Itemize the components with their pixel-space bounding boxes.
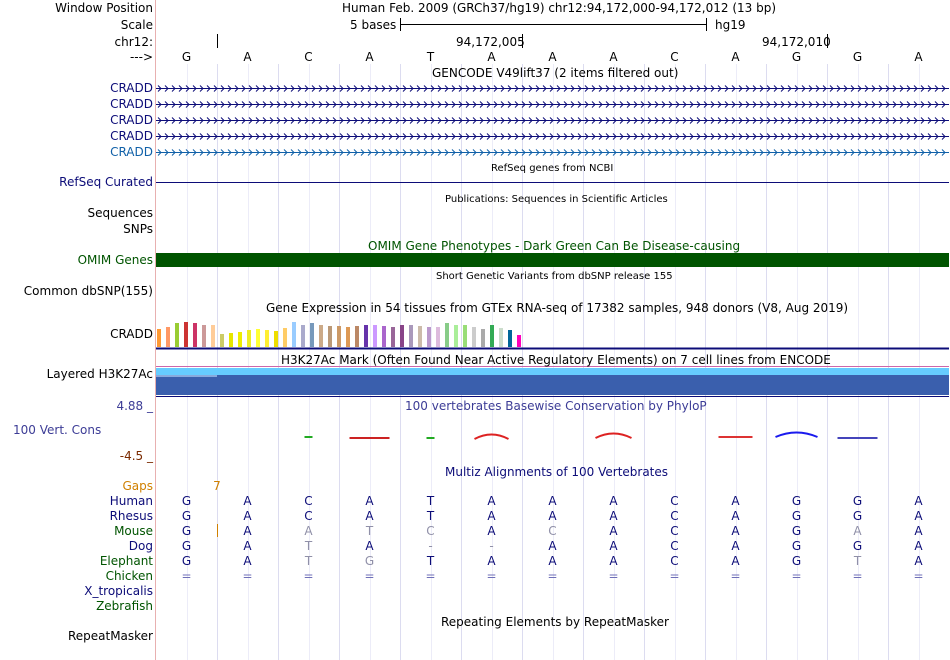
phylop-min: -4.5 _ (119, 449, 153, 463)
gencode-title: GENCODE V49lift37 (2 items filtered out) (432, 66, 679, 80)
base-letter: G (181, 50, 192, 64)
alignment-base: A (243, 524, 252, 538)
alignment-base: A (914, 539, 923, 553)
gtex-tissue-bar (337, 326, 341, 347)
alignment-base: C (426, 524, 435, 538)
gtex-tissue-bar (229, 333, 233, 347)
omim-title: OMIM Gene Phenotypes - Dark Green Can Be Disease-causing (368, 239, 741, 253)
gtex-tissue-bar (436, 327, 440, 347)
alignment-base: A (731, 554, 740, 568)
alignment-base: = (730, 569, 741, 583)
alignment-base: C (548, 524, 557, 538)
gtex-tissue-bar (490, 325, 494, 347)
scale-label: Scale (120, 18, 153, 32)
gtex-tissue-bar (256, 329, 260, 347)
phylop-score-glyph (596, 434, 632, 439)
dbsnp-label[interactable]: Common dbSNP(155) (23, 284, 153, 298)
alignment-base: A (609, 554, 618, 568)
alignment-base: A (548, 539, 557, 553)
alignment-base: T (304, 539, 313, 553)
alignment-base: = (242, 569, 253, 583)
gtex-tissue-bar (157, 329, 161, 347)
alignment-base: A (914, 509, 923, 523)
multiz-title: Multiz Alignments of 100 Vertebrates (445, 465, 669, 479)
alignment-base: G (791, 524, 802, 538)
h3k27ac-signal-dark (156, 375, 949, 395)
gencode-item-label[interactable]: CRADD (110, 129, 153, 143)
alignment-base: A (487, 554, 496, 568)
alignment-base: T (426, 509, 435, 523)
h3k27ac-title: H3K27Ac Mark (Often Found Near Active Regulatory Elements) on 7 cell lines from ENCODE (281, 353, 831, 367)
alignment-base: - (489, 539, 494, 553)
gtex-tissue-bar (427, 327, 431, 347)
refseq-label[interactable]: RefSeq Curated (59, 175, 153, 189)
gtex-tissue-bar (319, 325, 323, 347)
alignment-base: = (303, 569, 314, 583)
alignment-base: G (791, 539, 802, 553)
alignment-base: A (914, 554, 923, 568)
gtex-tissue-bar (238, 332, 242, 347)
alignment-base: A (365, 539, 374, 553)
alignment-base: T (304, 554, 313, 568)
gtex-tissue-bar (418, 326, 422, 347)
gtex-tissue-bar (175, 323, 179, 347)
alignment-base: A (487, 509, 496, 523)
gtex-tissue-bar (517, 335, 521, 347)
alignment-base: G (181, 494, 192, 508)
scale-value: 5 bases (350, 18, 397, 32)
alignment-base: G (791, 509, 802, 523)
gtex-tissue-bar (211, 325, 215, 347)
gaps-value: 7 (213, 479, 221, 493)
alignment-base: C (304, 509, 313, 523)
window-position-label: Window Position (55, 1, 153, 15)
gtex-tissue-bar (454, 325, 458, 347)
strand-label: ---> (129, 50, 153, 64)
gtex-tissue-bar (382, 326, 386, 347)
gtex-tissue-bar (481, 329, 485, 347)
gencode-item-label[interactable]: CRADD (110, 113, 153, 127)
alignment-base: = (181, 569, 192, 583)
gtex-tissue-bar (301, 325, 305, 347)
publications-title: Publications: Sequences in Scientific Articles (445, 194, 668, 205)
gencode-item-label[interactable]: CRADD (110, 145, 153, 159)
alignment-base: A (365, 494, 374, 508)
alignment-base: A (243, 494, 252, 508)
base-letter: G (852, 50, 863, 64)
alignment-base: = (547, 569, 558, 583)
alignment-base: - (428, 539, 433, 553)
alignment-base: = (608, 569, 619, 583)
h3k27ac-signal-highlight (156, 375, 217, 377)
alignment-base: C (304, 494, 313, 508)
alignment-base: = (913, 569, 924, 583)
gtex-tissue-bar (166, 327, 170, 347)
gtex-tissue-bar (292, 322, 296, 347)
h3k27ac-label[interactable]: Layered H3K27Ac (46, 367, 153, 381)
gtex-tissue-bar (274, 331, 278, 347)
base-letter: A (365, 50, 374, 64)
gtex-tissue-bar (265, 330, 269, 347)
base-letter: A (914, 50, 923, 64)
alignment-base: A (609, 524, 618, 538)
alignment-base: A (243, 539, 252, 553)
alignment-base: A (609, 494, 618, 508)
gtex-tissue-bar (373, 325, 377, 347)
phylop-label[interactable]: 100 Vert. Cons (13, 423, 102, 437)
alignment-base: T (426, 494, 435, 508)
alignment-base: G (852, 494, 863, 508)
alignment-base: C (670, 554, 679, 568)
gtex-tissue-bar (328, 326, 332, 347)
sequences-label[interactable]: Sequences (87, 206, 153, 220)
species-label[interactable]: X_tropicalis (84, 584, 153, 598)
gtex-tissue-bar (184, 322, 188, 347)
gtex-tissue-bar (499, 328, 503, 347)
alignment-base: C (670, 539, 679, 553)
species-label[interactable]: Human (109, 494, 153, 508)
gtex-tissue-bar (346, 327, 350, 347)
h3k27ac-signal-light (156, 368, 949, 375)
alignment-base: A (731, 494, 740, 508)
alignment-base: A (548, 554, 557, 568)
repeatmasker-label[interactable]: RepeatMasker (67, 629, 153, 643)
alignment-base: T (365, 524, 374, 538)
alignment-base: A (243, 509, 252, 523)
phylop-max: 4.88 _ (116, 399, 153, 413)
gtex-tissue-bar (472, 327, 476, 347)
species-label[interactable]: Dog (128, 539, 153, 553)
alignment-base: A (853, 524, 862, 538)
gtex-tissue-bar (400, 325, 404, 347)
alignment-base: A (243, 554, 252, 568)
phylop-score-glyph (776, 433, 818, 438)
species-label[interactable]: Elephant (99, 554, 153, 568)
alignment-base: A (487, 524, 496, 538)
omim-label[interactable]: OMIM Genes (77, 253, 153, 267)
base-letter: T (426, 50, 435, 64)
species-label[interactable]: Zebrafish (96, 599, 153, 613)
gtex-tissue-bar (445, 323, 449, 347)
base-letter: A (609, 50, 618, 64)
gtex-tissue-bar (202, 325, 206, 347)
alignment-base: G (181, 509, 192, 523)
chrom-label: chr12: (114, 35, 153, 49)
alignment-base: A (609, 539, 618, 553)
base-letter: A (243, 50, 252, 64)
repeatmasker-title: Repeating Elements by RepeatMasker (441, 615, 669, 629)
alignment-base: G (852, 509, 863, 523)
base-letter: A (548, 50, 557, 64)
gtex-tissue-bar (220, 334, 224, 347)
alignment-base: G (181, 524, 192, 538)
alignment-base: A (731, 539, 740, 553)
species-label[interactable]: Rhesus (109, 509, 153, 523)
phylop-title: 100 vertebrates Basewise Conservation by PhyloP (405, 399, 707, 413)
alignment-base: A (914, 494, 923, 508)
alignment-base: A (914, 524, 923, 538)
gtex-label[interactable]: CRADD (110, 327, 153, 341)
position-tick-label: 94,172,005 (456, 35, 525, 49)
base-letter: A (487, 50, 496, 64)
alignment-base: = (669, 569, 680, 583)
alignment-base: G (852, 539, 863, 553)
gtex-tissue-bar (409, 325, 413, 347)
alignment-base: G (791, 554, 802, 568)
alignment-base: = (364, 569, 375, 583)
species-label[interactable]: Mouse (114, 524, 153, 538)
alignment-base: A (731, 524, 740, 538)
alignment-base: C (670, 509, 679, 523)
base-letter: C (670, 50, 679, 64)
refseq-title: RefSeq genes from NCBI (491, 163, 614, 174)
gtex-tissue-bar (463, 325, 467, 347)
gtex-tissue-bar (355, 326, 359, 347)
alignment-base: A (731, 509, 740, 523)
alignment-base: T (426, 554, 435, 568)
dbsnp-title: Short Genetic Variants from dbSNP release 155 (436, 271, 673, 282)
gaps-label: Gaps (122, 479, 153, 493)
gtex-tissue-bar (247, 330, 251, 347)
gencode-item-label[interactable]: CRADD (110, 97, 153, 111)
phylop-score-glyph (475, 435, 509, 440)
alignment-base: = (791, 569, 802, 583)
scale-assembly: hg19 (715, 18, 746, 32)
alignment-base: A (487, 494, 496, 508)
omim-bar[interactable] (156, 253, 949, 267)
window-position-value: Human Feb. 2009 (GRCh37/hg19) chr12:94,172,000-94,172,012 (13 bp) (342, 1, 777, 15)
snps-label[interactable]: SNPs (123, 222, 153, 236)
alignment-base: = (425, 569, 436, 583)
base-letter: C (304, 50, 313, 64)
gtex-title: Gene Expression in 54 tissues from GTEx RNA-seq of 17382 samples, 948 donors (V8, Aug 2019) (266, 301, 849, 315)
species-label[interactable]: Chicken (105, 569, 153, 583)
alignment-base: G (791, 494, 802, 508)
position-tick-label: 94,172,010 (762, 35, 831, 49)
alignment-base: A (609, 509, 618, 523)
alignment-base: G (181, 554, 192, 568)
gtex-tissue-bar (508, 330, 512, 347)
gtex-tissue-bar (310, 323, 314, 347)
alignment-base: = (486, 569, 497, 583)
alignment-base: A (548, 509, 557, 523)
gtex-tissue-bar (364, 325, 368, 347)
alignment-base: A (548, 494, 557, 508)
alignment-base: T (853, 554, 862, 568)
alignment-base: C (670, 524, 679, 538)
gencode-item-label[interactable]: CRADD (110, 81, 153, 95)
alignment-base: G (364, 554, 375, 568)
base-letter: A (731, 50, 740, 64)
gtex-tissue-bar (193, 323, 197, 347)
gtex-tissue-bar (283, 328, 287, 347)
gtex-tissue-bar (391, 327, 395, 347)
alignment-base: A (304, 524, 313, 538)
alignment-base: = (852, 569, 863, 583)
base-letter: G (791, 50, 802, 64)
alignment-base: A (365, 509, 374, 523)
alignment-base: C (670, 494, 679, 508)
alignment-base: G (181, 539, 192, 553)
